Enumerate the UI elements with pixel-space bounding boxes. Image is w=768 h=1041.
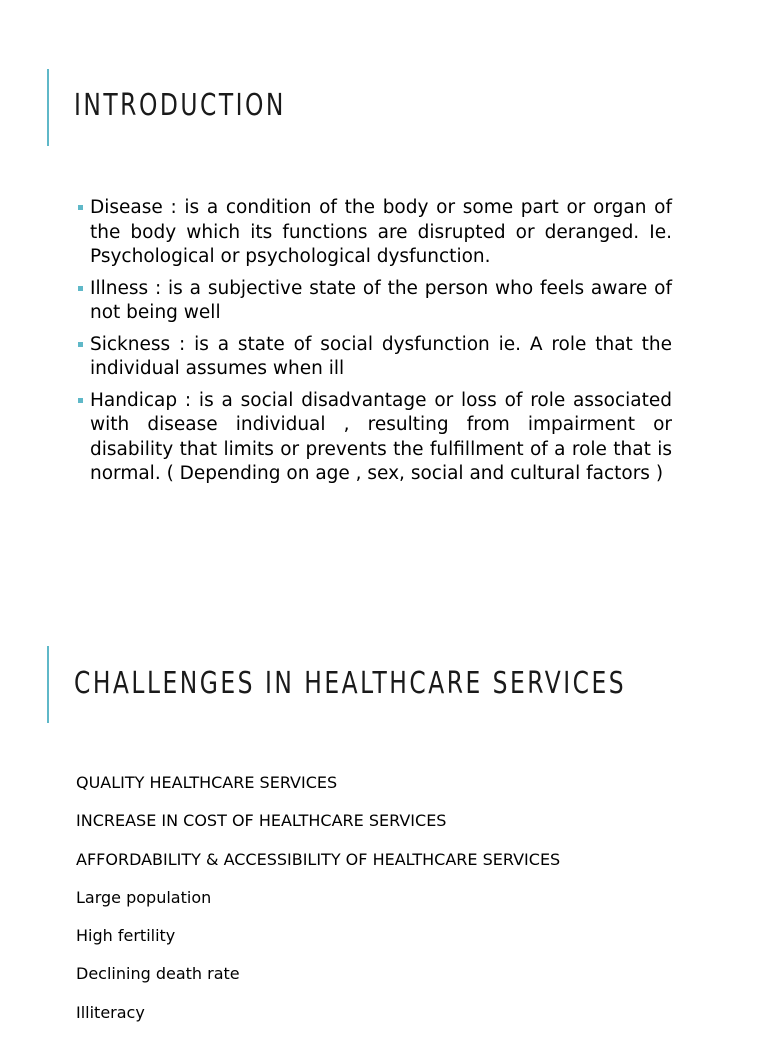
bullet-text: Illness : is a subjective state of the person who feels aware of not being well (90, 277, 672, 323)
list-item (76, 277, 672, 326)
title-accent-bar (47, 646, 49, 723)
list-item: Large population (76, 887, 212, 907)
section-title: CHALLENGES IN HEALTHCARE SERVICES (74, 666, 627, 701)
bullet-text: Sickness : is a state of social dysfunction ie. A role that the individual assumes when ill (90, 333, 672, 379)
list-item (76, 333, 672, 382)
list-item: QUALITY HEALTHCARE SERVICES (76, 773, 338, 792)
list-item: Illiteracy (76, 1002, 145, 1022)
bullet-text: Disease : is a condition of the body or some part or organ of the body which its functions are disrupted or deranged. Ie. Psychological or psychological dysfunction. (90, 197, 672, 267)
bullet-icon (78, 342, 83, 347)
bullet-icon (78, 398, 83, 403)
bullet-icon (78, 286, 83, 291)
page-title: INTRODUCTION (74, 88, 286, 123)
list-item: Declining death rate (76, 964, 240, 984)
list-item: AFFORDABILITY & ACCESSIBILITY OF HEALTHCARE SERVICES (76, 849, 561, 869)
definition-list (76, 196, 672, 494)
list-item: High fertility (76, 926, 176, 946)
bullet-text: Handicap : is a social disadvantage or loss of role associated with disease individual , resulting from impairment or disability that limits or prevents the fulfillment of a role that is normal. ( Depending on age , sex, social and cultural factors ) (90, 389, 672, 484)
list-item: INCREASE IN COST OF HEALTHCARE SERVICES (76, 811, 447, 831)
list-item (76, 389, 672, 487)
challenges-list (76, 773, 560, 1041)
list-item (76, 196, 672, 270)
title-accent-bar (47, 69, 49, 146)
bullet-icon (78, 205, 83, 210)
